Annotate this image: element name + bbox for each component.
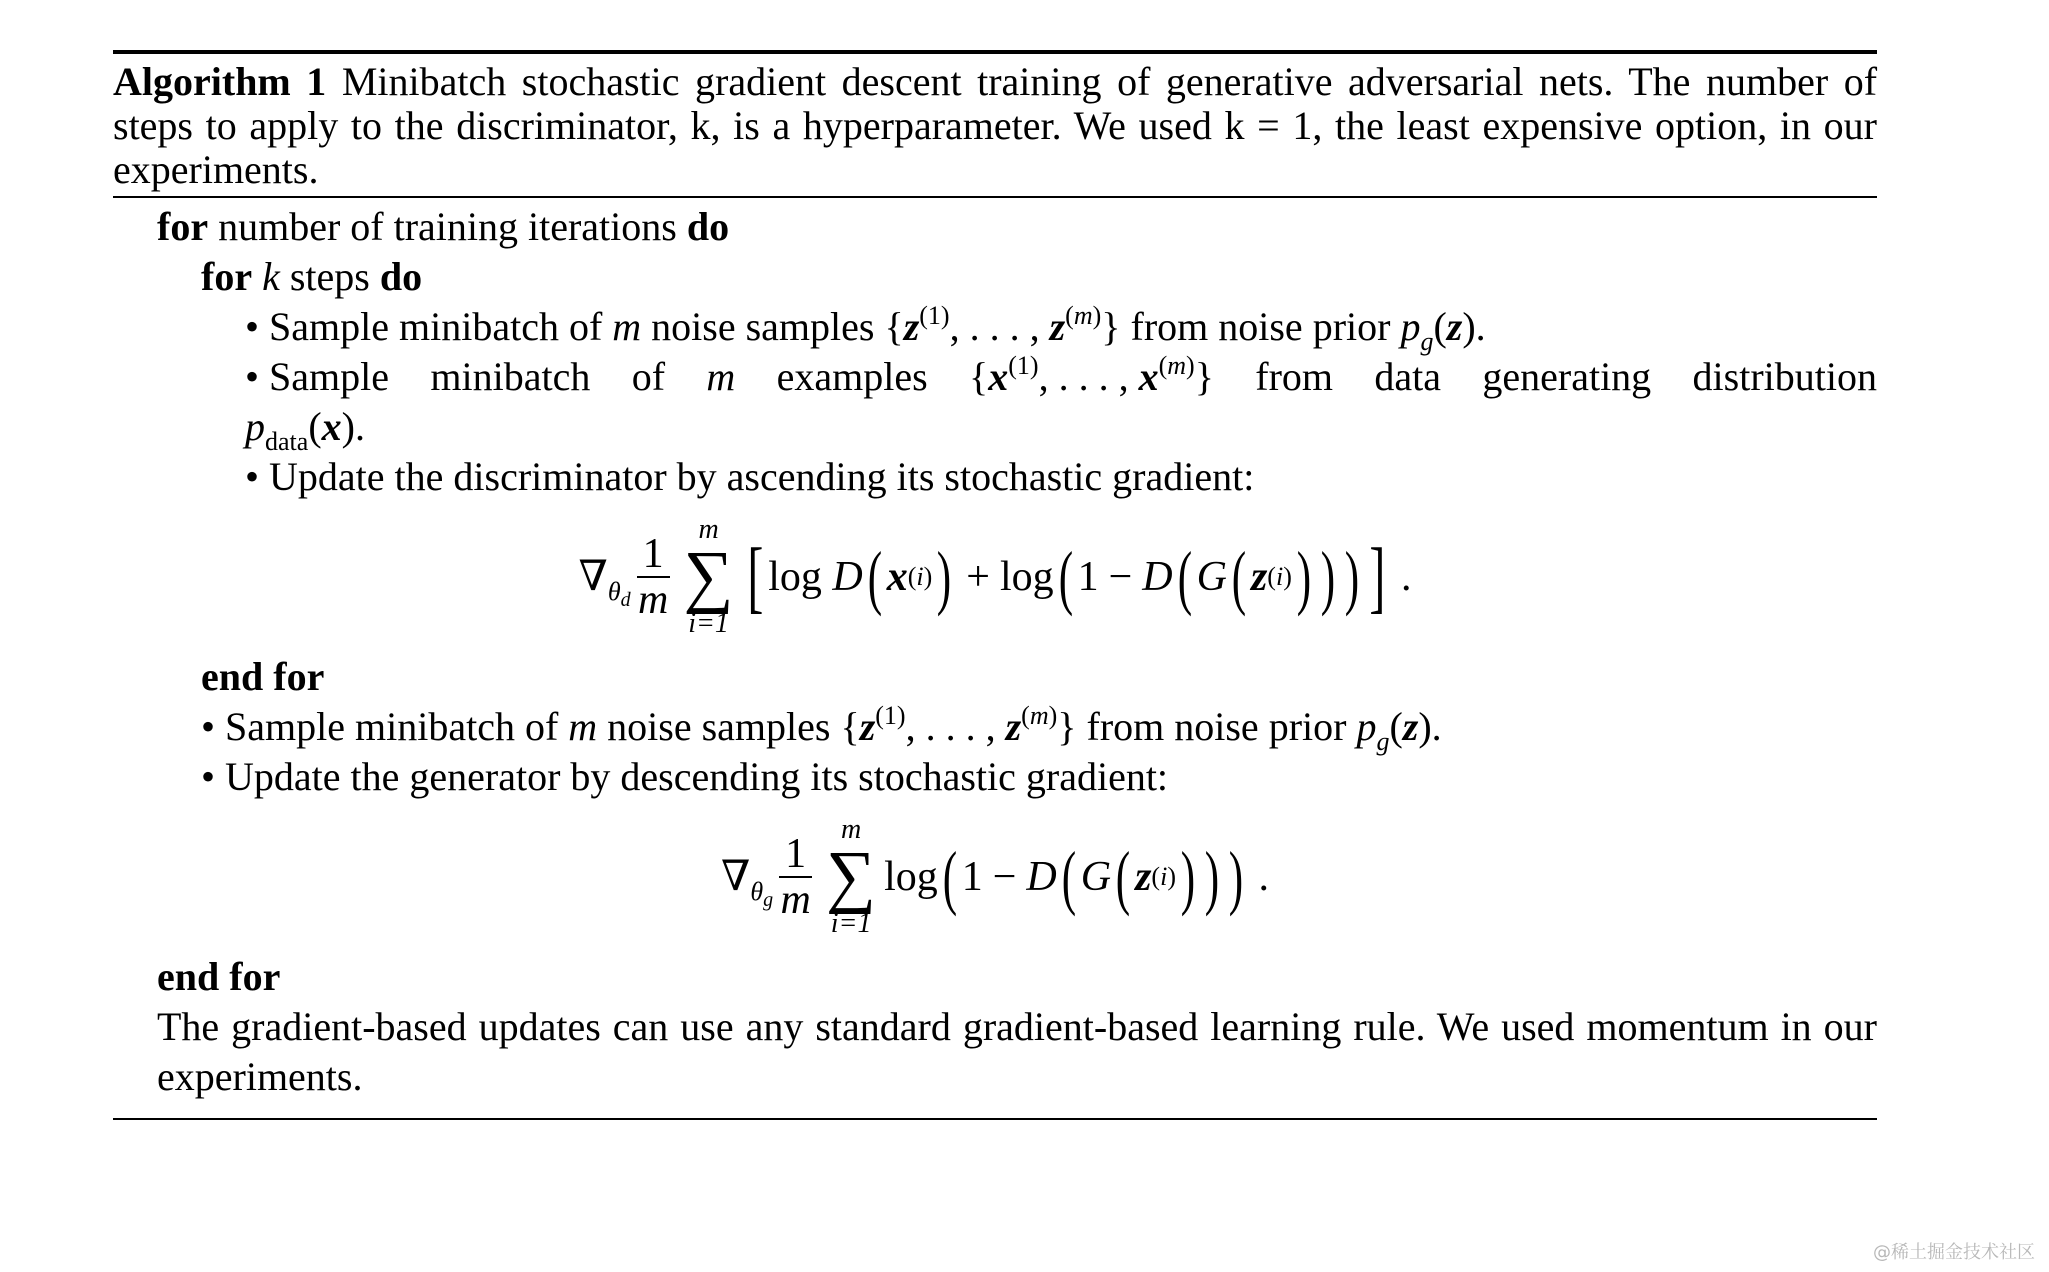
text: Update the generator by descending its stochastic gradient: (225, 754, 1169, 799)
bottom-rule (113, 1118, 1877, 1120)
final-note: The gradient-based updates can use any standard gradient-based learning rule. We used momentum in our experiments. (157, 1004, 1877, 1099)
outer-for-text: number of training iterations (218, 204, 677, 249)
caption-text: Minibatch stochastic gradient descent training of generative adversarial nets. The number of steps to apply to the discriminator, k, is a hyperparameter. We used k = 1, the least expensive option, in our experiments. (113, 59, 1878, 192)
keyword-for: for (157, 204, 209, 249)
text: distribution (1692, 354, 1877, 399)
inner-for-text: steps (289, 254, 370, 299)
inner-for-line (113, 252, 1877, 302)
keyword-end-for: end for (157, 954, 281, 999)
text: Sample (269, 354, 389, 399)
keyword-do: do (379, 254, 423, 299)
text: examples (776, 354, 928, 399)
text: minibatch (430, 354, 591, 399)
generator-gradient-equation: $\nabla_{\theta_g}$ $\frac{1}{m}$ m ∑ i=1 log ( 1 − D ( G ( z (i) ) ) ) . (721, 814, 1269, 939)
algorithm-caption (113, 54, 1877, 192)
update-disc-line: • Update the discriminator by ascending its stochastic gradient: (245, 454, 1255, 499)
outer-end-for (113, 952, 1877, 1002)
algorithm-label: Algorithm 1 (113, 59, 327, 104)
text: noise samples (651, 304, 875, 349)
text: from noise prior (1086, 704, 1347, 749)
keyword-for: for (201, 254, 253, 299)
discriminator-gradient-equation: $\nabla_{\theta_d}$ $\frac{1}{m}$ m ∑ i=1 [ log D ( x (i) ) + log ( 1 − D ( G ( z (i) ) ) ) ] . (578, 514, 1412, 639)
keyword-end-for: end for (201, 654, 325, 699)
algorithm-body (113, 198, 1877, 1102)
text: Sample minibatch of (269, 304, 603, 349)
outer-for-line (113, 202, 1877, 252)
text: Sample minibatch of (225, 704, 559, 749)
sample-noise-line: • Sample minibatch of m noise samples {$z^{(1)}$, . . . , $z^{(m)}$} from noise prior $p_g(z)$. (245, 301, 1486, 356)
inner-end-for (113, 652, 1877, 702)
watermark: @稀土掘金技术社区 (1873, 1242, 2035, 1263)
text: from (1255, 354, 1334, 399)
sample-noise-gen-line: • Sample minibatch of m noise samples {$z^{(1)}$, . . . , $z^{(m)}$} from noise prior $p_g(z)$. (201, 701, 1442, 756)
text: data (1374, 354, 1442, 399)
keyword-do: do (686, 204, 730, 249)
var-k: k (262, 254, 280, 299)
text: from noise prior (1130, 304, 1391, 349)
algorithm-box (113, 50, 1877, 1120)
text: generating (1482, 354, 1652, 399)
text: data (265, 427, 309, 456)
text: Update the discriminator by ascending its stochastic gradient: (269, 454, 1255, 499)
update-gen-line: • Update the generator by descending its stochastic gradient: (201, 754, 1169, 799)
sample-data-block: • Sample minibatch of m examples {$x^{(1)}$, . . . , $x^{(m)}$} from data generating distribution $p_{data}(x)$. (245, 351, 1877, 456)
text: noise samples (607, 704, 831, 749)
text: of (631, 354, 666, 399)
